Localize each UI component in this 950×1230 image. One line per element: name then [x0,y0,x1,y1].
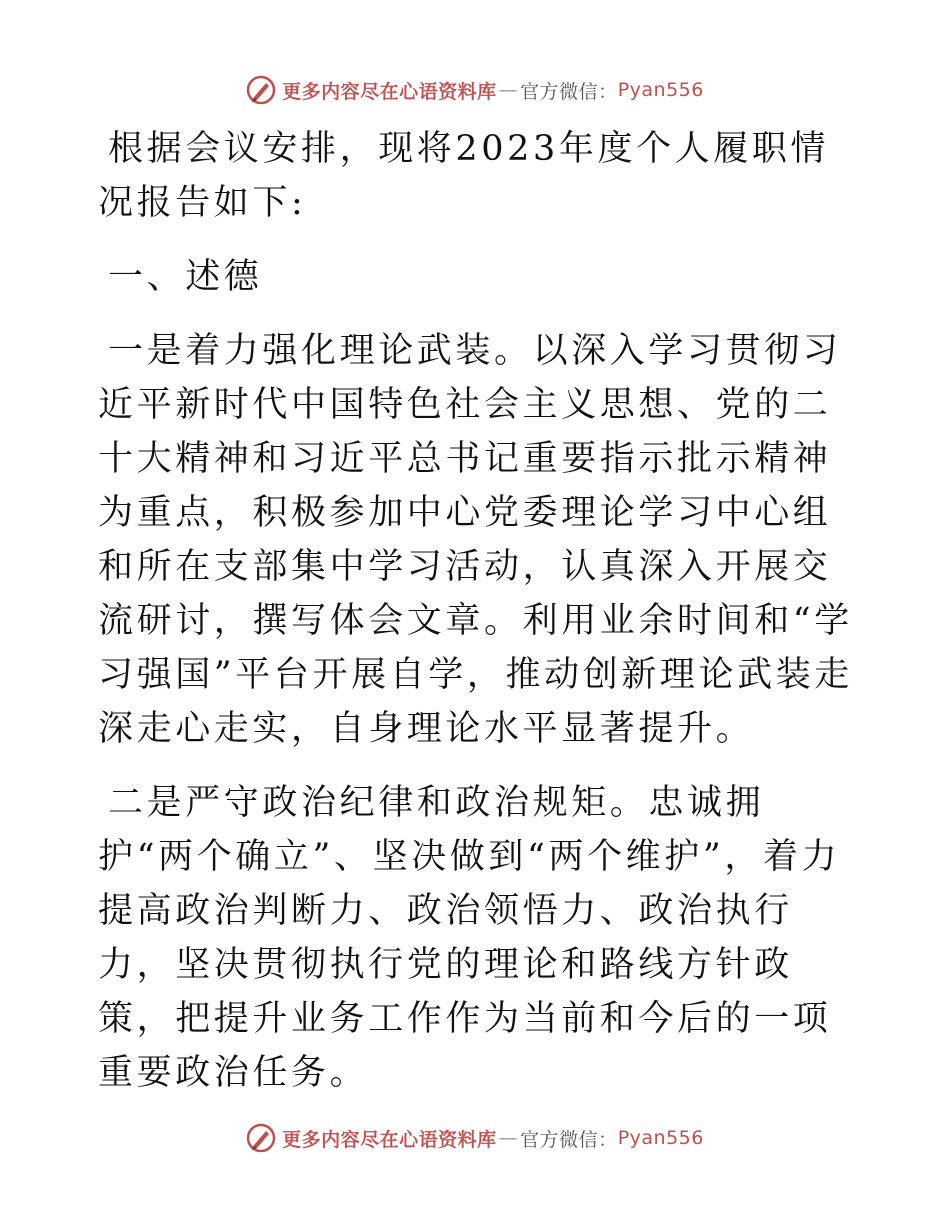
watermark-id: Pyan556 [617,79,704,101]
document-body [98,122,853,1120]
watermark-label: 官方微信： [520,80,618,103]
watermark-dash: — [498,79,519,101]
paragraph-theory: 一是着力强化理论武装。以深入学习贯彻习近平新时代中国特色社会主义思想、党的二十大精神和习近平总书记重要指示批示精神为重点，积极参加中心党委理论学习中心组和所在支部集中学习活动，认真深入开展交流研讨，撰写体会文章。利用业余时间和“学习强国”平台开展自学，推动创新理论武装走深走心走实，自身理论水平显著提升。 [98,331,853,749]
watermark-label: 官方微信： [520,1128,618,1151]
pen-logo-icon [246,1123,276,1153]
watermark-id: Pyan556 [617,1127,704,1149]
watermark-text: 更多内容尽在心语资料库 [282,1128,497,1151]
watermark-text: 更多内容尽在心语资料库 [282,80,497,103]
footer-watermark [0,1118,950,1158]
section-heading: 一、述德 [108,257,263,297]
intro-paragraph: 根据会议安排，现将2023年度个人履职情况报告如下: [98,129,830,223]
header-watermark [0,70,950,110]
paragraph-discipline: 二是严守政治纪律和政治规矩。忠诚拥护“两个确立”、坚决做到“两个维护”，着力提高政治判断力、政治领悟力、政治执行力，坚决贯彻执行党的理论和路线方针政策，把提升业务工作作为当前和今后的一项重要政治任务。 [98,783,841,1093]
watermark-dash: — [498,1127,519,1149]
pen-logo-icon [246,75,276,105]
